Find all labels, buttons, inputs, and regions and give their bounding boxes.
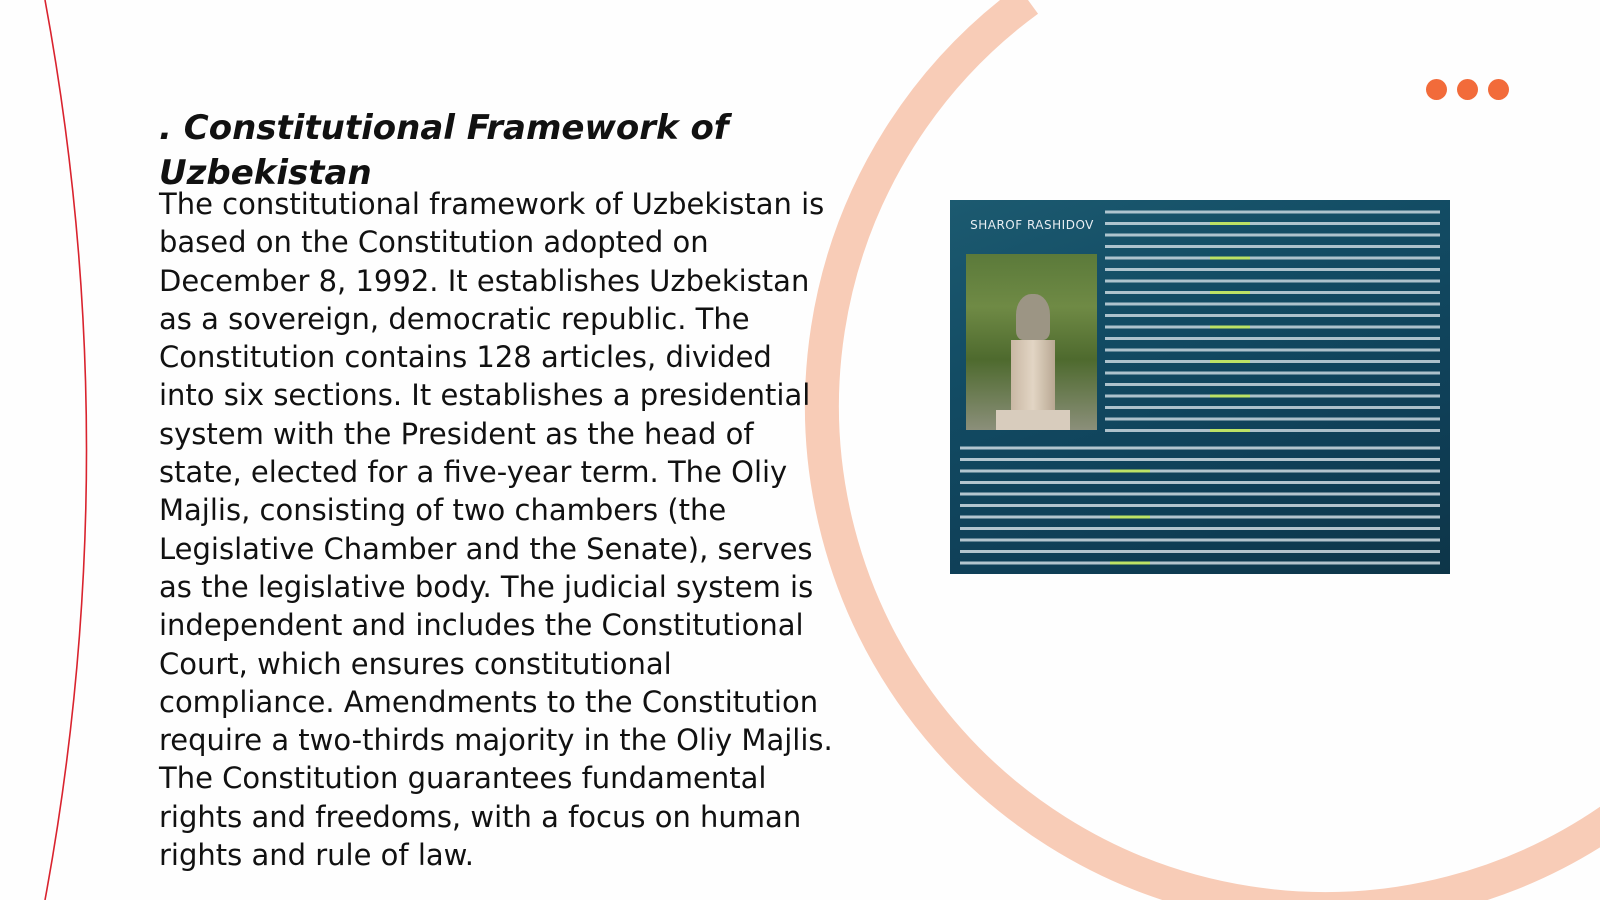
three-dots-icon — [1426, 79, 1509, 100]
rashidov-article-image — [950, 200, 1450, 574]
slide-title: . Constitutional Framework of Uzbekistan — [159, 108, 729, 193]
dot-icon — [1426, 79, 1447, 100]
decorative-red-curve — [45, 0, 87, 900]
picture-title: SHAROF RASHIDOV — [970, 218, 1094, 232]
dot-icon — [1457, 79, 1478, 100]
dot-icon — [1488, 79, 1509, 100]
slide-body-text: The constitutional framework of Uzbekistan is based on the Constitution adopted on December 8, 1992. It establishes Uzbekistan as a sovereign, democratic republic. The Constitution contains 128 articles, divided into six sections. It establishes a presidential system with the President as the head of state, elected for a five-year term. The Oliy Majlis, consisting of two chambers (the Legislative Chamber and the Senate), serves as the legislative body. The judicial system is independent and includes the Constitutional Court, which ensures constitutional compliance. Amendments to the Constitution require a two-thirds majority in the Oliy Majlis. The Constitution guarantees fundamental rights and freedoms, with a focus on human rights and rule of law. — [159, 187, 833, 873]
article-text-lines — [950, 200, 1450, 574]
